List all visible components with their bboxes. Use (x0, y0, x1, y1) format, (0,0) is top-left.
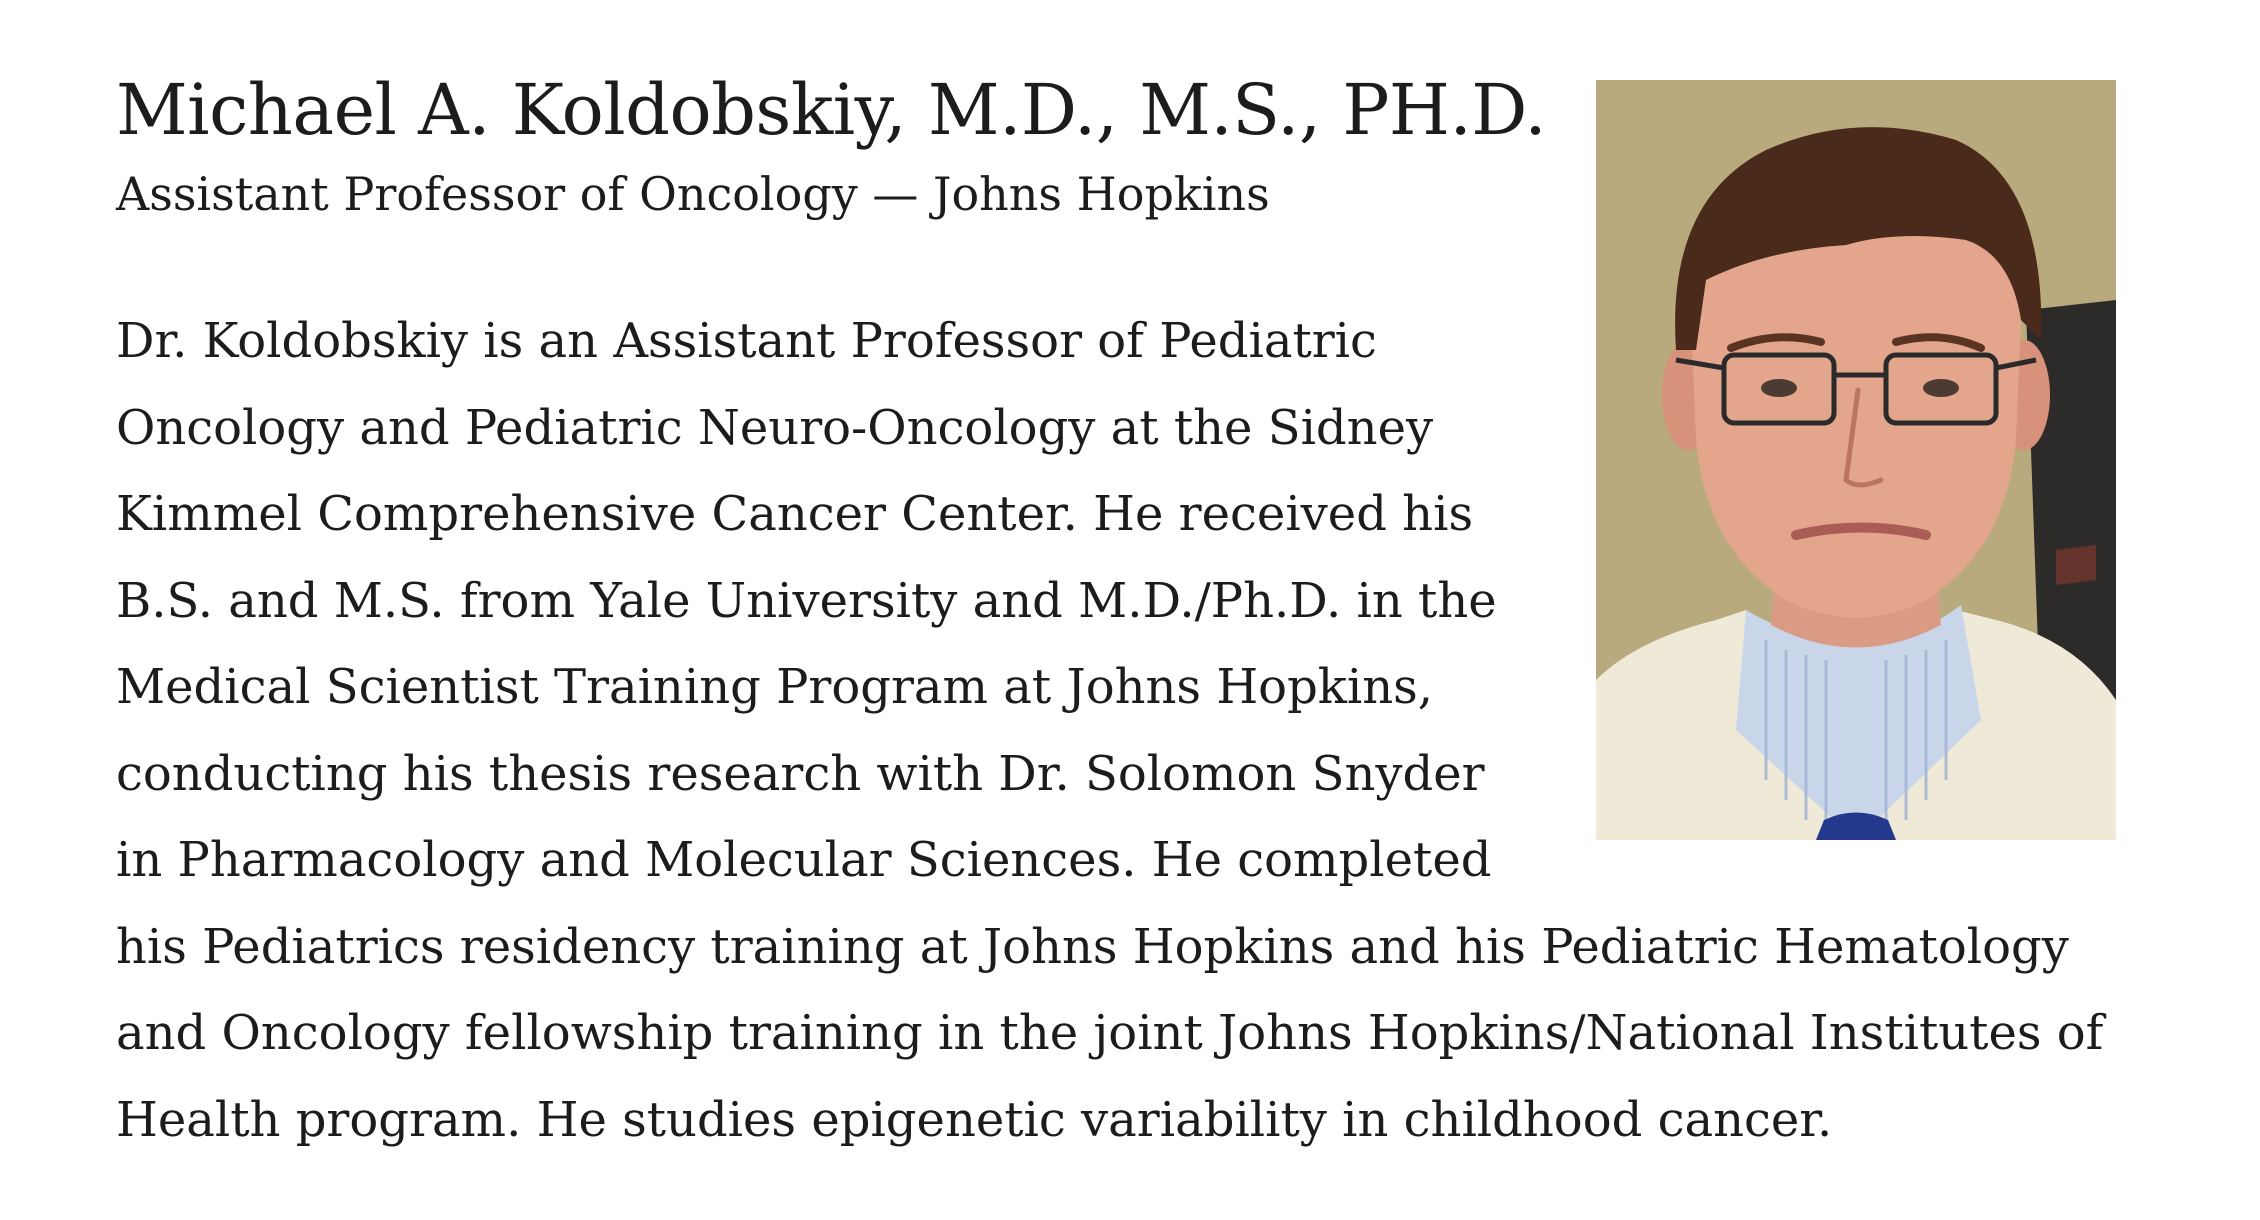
bio-line: in Pharmacology and Molecular Sciences. He completed (116, 832, 1492, 888)
bio-line: Dr. Koldobskiy is an Assistant Professor of Pediatric (116, 313, 1377, 369)
bio-line: Medical Scientist Training Program at Johns Hopkins, (116, 659, 1434, 715)
profile-card (116, 0, 2126, 1220)
bio-line: Kimmel Comprehensive Cancer Center. He received his (116, 486, 1474, 542)
bio-line: Health program. He studies epigenetic variability in childhood cancer. (116, 1091, 1833, 1148)
profile-bio (116, 298, 2126, 1163)
bio-line: his Pediatrics residency training at Johns Hopkins and his Pediatric Hematology (116, 918, 2069, 975)
bio-line: conducting his thesis research with Dr. Solomon Snyder (116, 745, 1485, 802)
profile-name: Michael A. Koldobskiy, M.D., M.S., PH.D. (116, 69, 1547, 151)
bio-line: and Oncology fellowship training in the joint Johns Hopkins/National Institutes of (116, 1005, 2104, 1061)
profile-title: Assistant Professor of Oncology — Johns Hopkins (116, 167, 1270, 221)
bio-line: Oncology and Pediatric Neuro-Oncology at the Sidney (116, 399, 1434, 456)
bio-line: B.S. and M.S. from Yale University and M.D./Ph.D. in the (116, 572, 1497, 629)
